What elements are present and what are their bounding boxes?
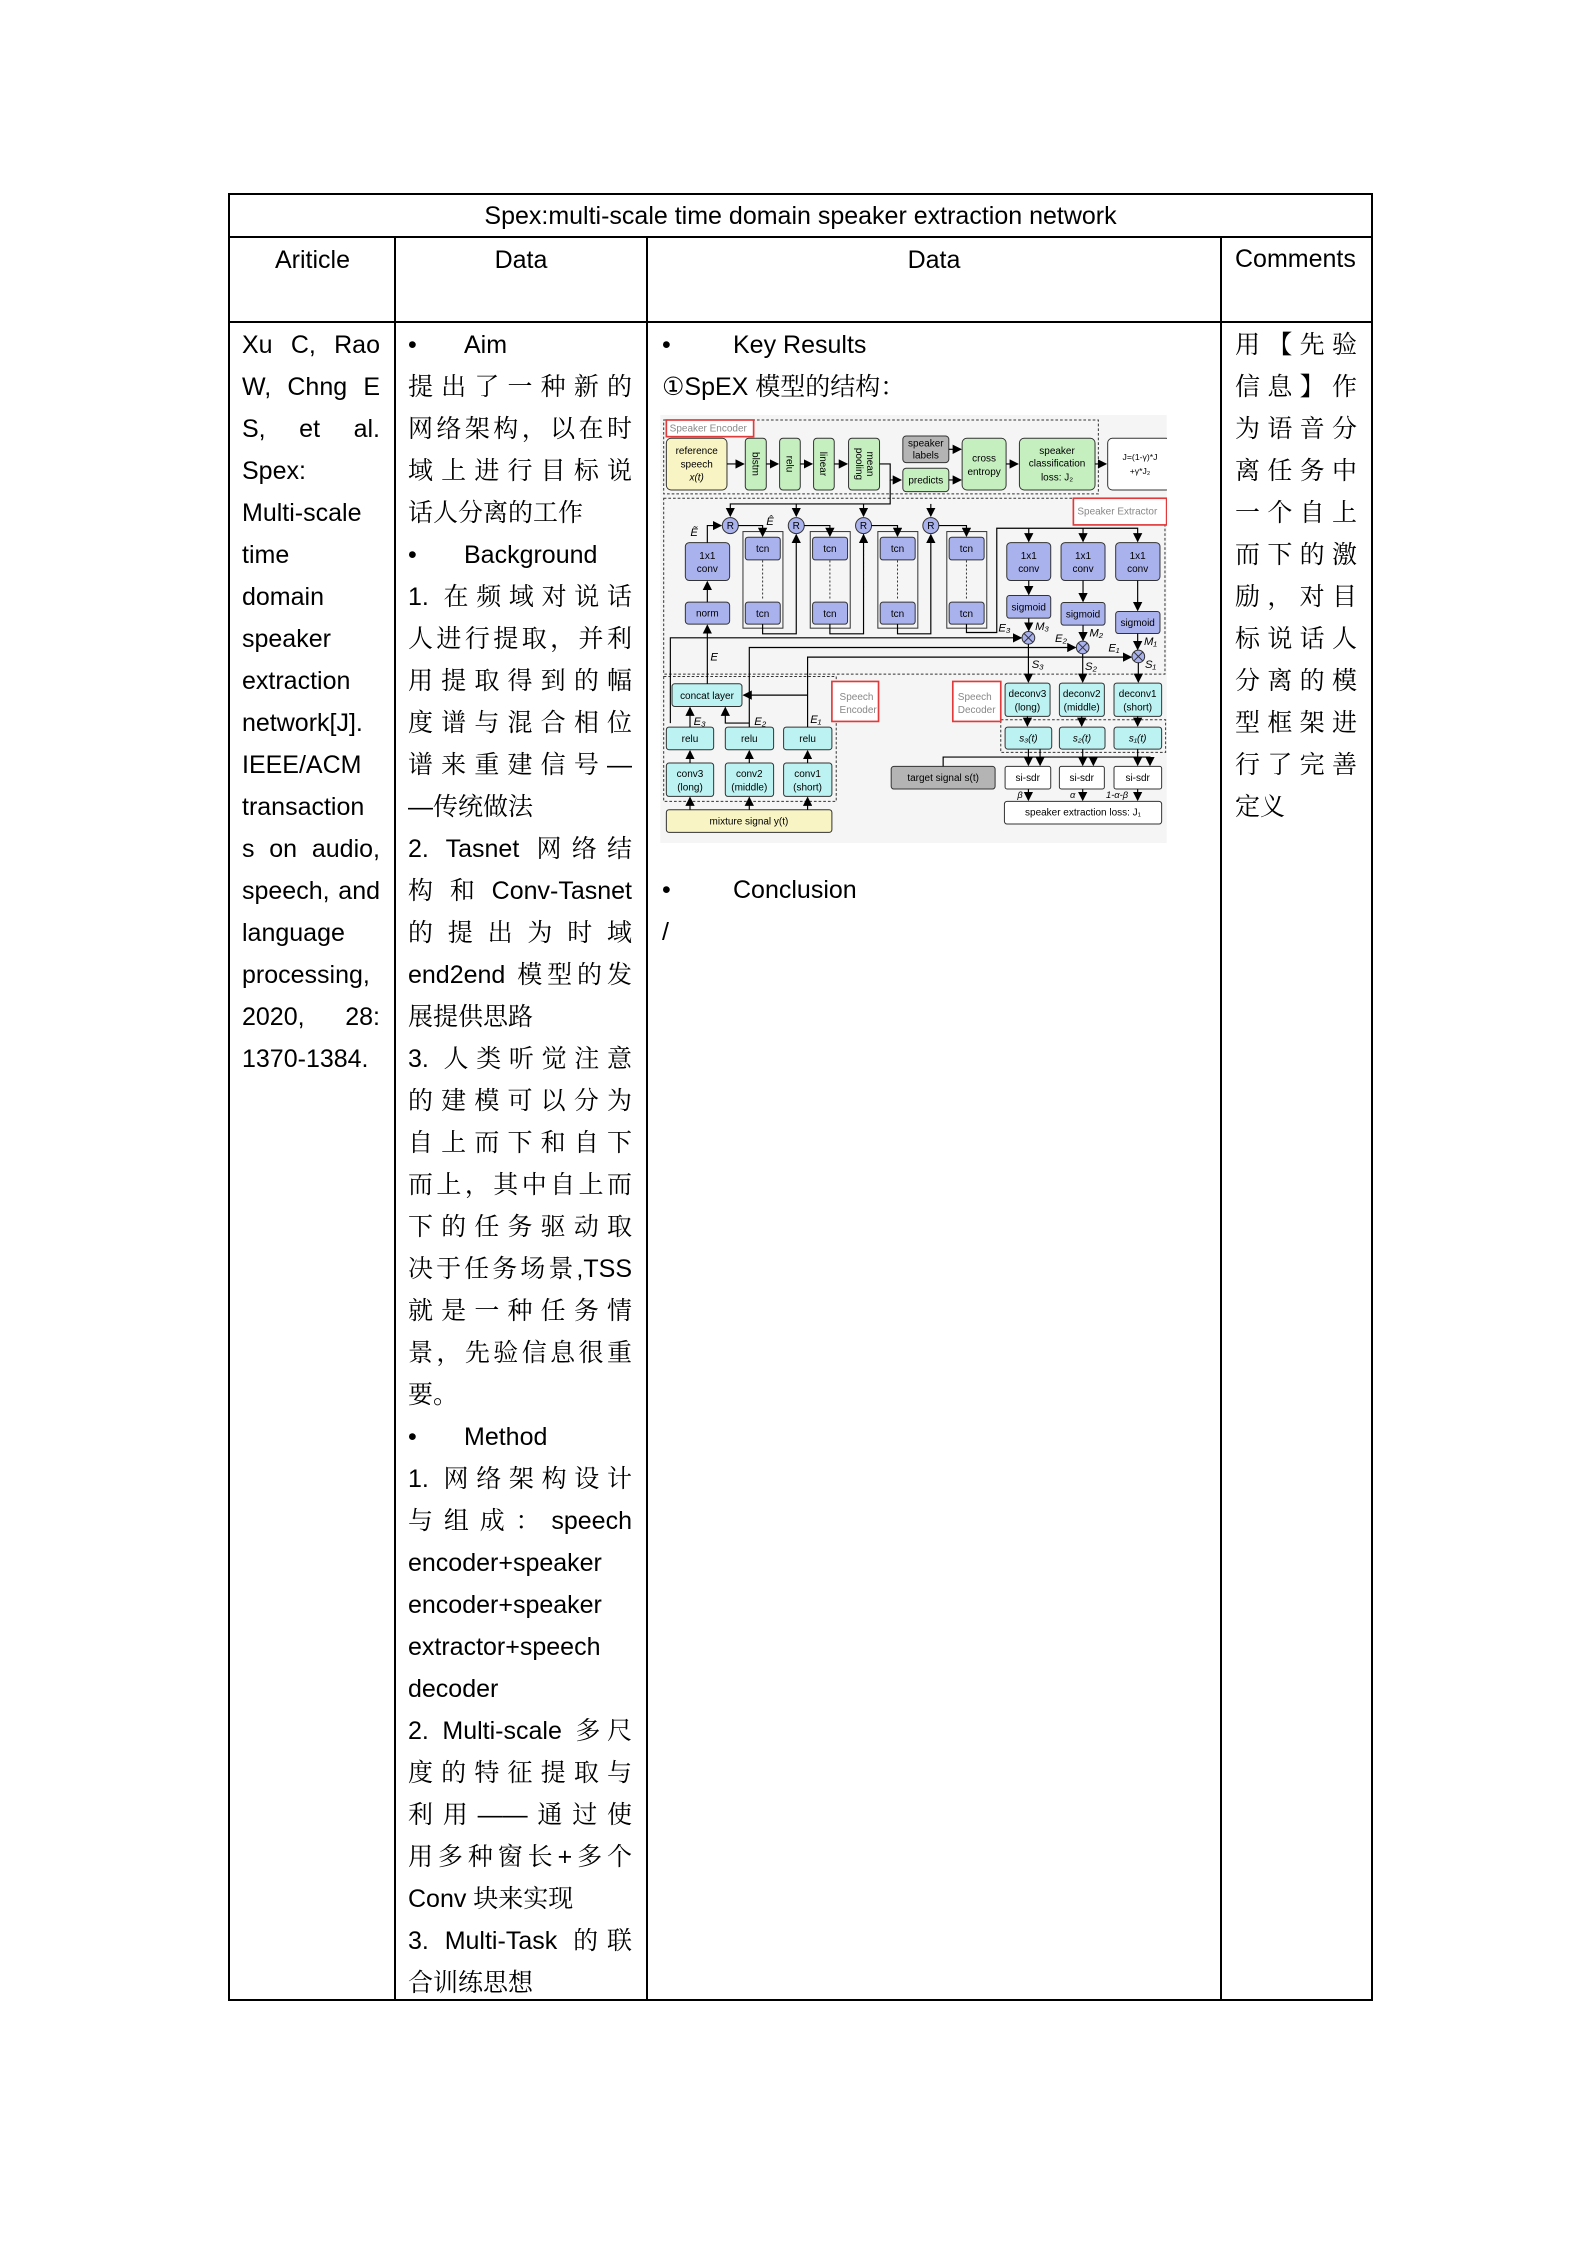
reference-speech-box <box>666 438 727 490</box>
paragraph-line: 就是一种任务情 <box>408 1297 632 1325</box>
svg-text:Speech: Speech <box>957 691 992 703</box>
table-title: Spex:multi-scale time domain speaker extraction network <box>484 202 1117 230</box>
si-sdr-boxes <box>1005 766 1162 789</box>
comment-line: 而下的激 <box>1235 541 1357 569</box>
mean-pooling-box <box>849 438 880 490</box>
paragraph-line: 2. Tasnet 网络结 <box>408 835 632 863</box>
svg-text:conv: conv <box>1018 564 1040 576</box>
linear-box <box>814 438 835 490</box>
svg-text:M₃: M₃ <box>1035 620 1049 633</box>
paragraph-line: encoder+speaker <box>408 1549 602 1577</box>
paragraph-line: 要。 <box>408 1381 459 1409</box>
article-citation-line: Multi-scale <box>242 499 362 527</box>
comment-line: 一个自上 <box>1235 499 1357 527</box>
svg-text:conv: conv <box>1127 564 1149 576</box>
paragraph-line: 合训练思想 <box>408 1969 534 1997</box>
svg-text:pooling: pooling <box>853 447 865 481</box>
svg-text:R: R <box>859 520 868 532</box>
svg-text:Speech: Speech <box>839 691 874 703</box>
svg-text:E₁: E₁ <box>1108 642 1120 655</box>
relu-box <box>780 438 801 490</box>
table-border-right <box>1371 193 1373 2001</box>
paragraph-line: 展提供思路 <box>408 1003 534 1031</box>
svg-text:sigmoid: sigmoid <box>1065 609 1101 621</box>
comment-line: 为语音分 <box>1235 415 1357 443</box>
paragraph-line: 与 组 成 ： speech <box>408 1507 632 1535</box>
section-heading-aim <box>408 324 632 366</box>
paragraph-line: 人进行提取，并利 <box>408 625 632 653</box>
svg-text:M₂: M₂ <box>1089 627 1104 640</box>
article-citation-line: extraction <box>242 667 351 695</box>
table-border-top <box>228 193 1373 195</box>
paragraph-line: 用提取得到的幅 <box>408 667 632 695</box>
heading-text: Method <box>464 1423 548 1451</box>
conv-boxes <box>666 763 832 796</box>
article-citation-line: speech, and <box>242 877 380 905</box>
svg-text:conv2: conv2 <box>735 769 763 781</box>
svg-text:α: α <box>1070 790 1076 801</box>
svg-text:Decoder: Decoder <box>957 705 996 717</box>
svg-text:+γ*J₂: +γ*J₂ <box>1129 465 1151 476</box>
paragraph-line: 自上而下和自下 <box>408 1129 632 1157</box>
paragraph-line: 提出了一种新的 <box>408 373 632 401</box>
header-data-1: Data <box>494 246 548 274</box>
figure-caption: ①SpEX 模型的结构： <box>662 373 906 401</box>
svg-text:reference: reference <box>675 445 718 457</box>
paragraph-line: 谱来重建信号— <box>408 751 632 779</box>
svg-text:s₂(t): s₂(t) <box>1072 733 1092 745</box>
svg-text:conv: conv <box>696 564 718 576</box>
mixture-signal-box <box>666 810 832 833</box>
article-citation-line: S, et al. <box>242 415 380 443</box>
col-divider-1 <box>394 236 396 2001</box>
svg-text:speaker: speaker <box>1039 445 1075 457</box>
svg-text:deconv1: deconv1 <box>1118 689 1157 701</box>
paragraph-line: 1. 网络架构设计 <box>408 1465 632 1493</box>
svg-text:norm: norm <box>695 608 719 620</box>
table-border-left <box>228 193 230 2001</box>
svg-text:linear: linear <box>817 451 829 477</box>
svg-text:conv3: conv3 <box>676 769 704 781</box>
article-citation-line: Spex: <box>242 457 306 485</box>
svg-text:sigmoid: sigmoid <box>1120 617 1155 629</box>
svg-text:conv: conv <box>1072 564 1094 576</box>
paragraph-line: 决于任务场景,TSS <box>408 1255 632 1283</box>
article-citation-line: 2020, 28: <box>242 1003 380 1031</box>
speaker-labels-box <box>903 436 949 463</box>
svg-text:1x1: 1x1 <box>699 550 716 562</box>
svg-text:concat layer: concat layer <box>680 690 734 702</box>
paragraph-line: end2end 模型的发 <box>408 961 632 989</box>
comment-line: 信息】作 <box>1235 373 1357 401</box>
conclusion-heading <box>662 869 1202 911</box>
svg-text:R: R <box>726 520 734 532</box>
paragraph-line: 度谱与混合相位 <box>408 709 632 737</box>
relu-boxes <box>666 727 832 750</box>
predicts-box <box>903 468 949 491</box>
svg-text:speech: speech <box>680 459 713 471</box>
comment-line: 行了完善 <box>1235 751 1357 779</box>
section-heading-method <box>408 1416 632 1458</box>
comment-line: 离任务中 <box>1235 457 1357 485</box>
article-citation-line: language <box>242 919 345 947</box>
norm-box <box>685 602 729 624</box>
article-citation-line: speaker <box>242 625 331 653</box>
svg-text:speaker: speaker <box>908 438 944 450</box>
comments-column <box>1235 324 1357 828</box>
svg-text:entropy: entropy <box>967 466 1001 478</box>
svg-text:S₂: S₂ <box>1085 660 1097 673</box>
paragraph-line: 用多种窗长+多个 <box>408 1843 632 1871</box>
blstm-box <box>745 438 766 490</box>
svg-text:cross: cross <box>972 453 997 465</box>
paragraph-line: 3. Multi-Task 的联 <box>408 1927 632 1955</box>
svg-text:target signal s(t): target signal s(t) <box>907 773 979 785</box>
table-border-header <box>228 236 1373 238</box>
mask-branch-3 <box>1007 543 1051 619</box>
paragraph-line: 构 和 Conv-Tasnet <box>408 877 632 905</box>
paragraph-line: 的建模可以分为 <box>408 1087 632 1115</box>
svg-text:Encoder: Encoder <box>839 705 877 717</box>
svg-text:Speaker Encoder: Speaker Encoder <box>669 423 747 435</box>
svg-text:si-sdr: si-sdr <box>1125 773 1150 785</box>
svg-text:tcn: tcn <box>959 608 974 620</box>
header-data-2: Data <box>907 246 961 274</box>
svg-text:loss: J₂: loss: J₂ <box>1040 472 1074 484</box>
section-heading-background <box>408 534 632 576</box>
col-divider-3 <box>1220 236 1222 2001</box>
paragraph-line: 利用——通过使 <box>408 1801 632 1829</box>
speaker-encoder-label <box>666 420 753 437</box>
svg-text:classification: classification <box>1028 458 1086 470</box>
comment-line: 型框架进 <box>1235 709 1357 737</box>
article-citation-line: domain <box>242 583 324 611</box>
article-citation-line: W, Chng E <box>242 373 380 401</box>
svg-text:M₁: M₁ <box>1143 635 1157 648</box>
svg-text:s₃(t): s₃(t) <box>1019 733 1038 745</box>
paragraph-line: 3. 人类听觉注意 <box>408 1045 632 1073</box>
article-citation-line: s on audio, <box>242 835 380 863</box>
svg-text:predicts: predicts <box>908 475 944 487</box>
paragraph-line: —传统做法 <box>408 793 534 821</box>
svg-text:(long): (long) <box>1014 702 1041 714</box>
svg-text:tcn: tcn <box>959 544 974 556</box>
article-citation-line: Xu C, Rao <box>242 331 380 359</box>
svg-text:1x1: 1x1 <box>1074 550 1092 562</box>
svg-text:si-sdr: si-sdr <box>1069 773 1094 785</box>
svg-text:Ê: Ê <box>766 515 774 528</box>
svg-text:E₁: E₁ <box>810 714 822 727</box>
total-loss-box <box>1108 438 1167 490</box>
svg-text:tcn: tcn <box>823 608 837 620</box>
heading-text: Background <box>464 541 598 569</box>
svg-text:β: β <box>1017 790 1023 801</box>
svg-text:tcn: tcn <box>890 608 905 620</box>
svg-text:S₁: S₁ <box>1144 659 1157 672</box>
svg-text:(short): (short) <box>793 782 823 794</box>
svg-text:(long): (long) <box>677 782 703 794</box>
svg-text:tcn: tcn <box>755 608 770 620</box>
comment-line: 标说话人 <box>1235 625 1357 653</box>
header-article: Ariticle <box>274 246 350 274</box>
svg-text:relu: relu <box>740 734 758 746</box>
svg-text:1-α-β: 1-α-β <box>1106 790 1129 801</box>
svg-text:E₂: E₂ <box>754 715 767 728</box>
svg-text:(middle): (middle) <box>1063 702 1100 714</box>
svg-text:labels: labels <box>912 450 939 462</box>
speech-decoder-label <box>953 681 1001 721</box>
article-citation-line: transaction <box>242 793 365 821</box>
svg-text:Ẽ: Ẽ <box>690 526 698 539</box>
svg-text:Speaker Extractor: Speaker Extractor <box>1077 506 1158 518</box>
paragraph-line: 1. 在频域对说话 <box>408 583 632 611</box>
svg-text:mean: mean <box>863 451 875 477</box>
svg-text:tcn: tcn <box>755 544 770 556</box>
article-citation-line: IEEE/ACM <box>242 751 362 779</box>
header-comments: Comments <box>1235 245 1356 273</box>
comment-line: 用【先验 <box>1235 331 1357 359</box>
svg-text:s₁(t): s₁(t) <box>1128 733 1147 745</box>
svg-text:E₃: E₃ <box>998 622 1011 635</box>
svg-text:E: E <box>710 651 718 664</box>
data-column <box>408 324 632 2004</box>
target-signal-box <box>891 766 995 789</box>
speaker-extractor-label <box>1073 498 1166 525</box>
svg-text:tcn: tcn <box>890 544 905 556</box>
paragraph-line: Conv 块来实现 <box>408 1885 574 1913</box>
svg-text:E₂: E₂ <box>1055 633 1067 646</box>
svg-text:relu: relu <box>799 734 816 746</box>
svg-text:S₃: S₃ <box>1031 659 1044 672</box>
classification-loss-box <box>1019 438 1095 490</box>
svg-text:si-sdr: si-sdr <box>1015 773 1040 785</box>
svg-text:x(t): x(t) <box>689 472 704 484</box>
svg-text:1x1: 1x1 <box>1020 550 1037 562</box>
article-citation-line: processing, <box>242 961 370 989</box>
bullet-icon: • <box>408 1423 417 1451</box>
svg-text:mixture signal y(t): mixture signal y(t) <box>709 816 789 828</box>
conv1x1-box <box>685 543 729 581</box>
col-divider-2 <box>646 236 648 2001</box>
paragraph-line: 下的任务驱动取 <box>408 1213 632 1241</box>
paragraph-line: 2. Multi-scale 多尺 <box>408 1717 632 1745</box>
deconv-boxes <box>1005 683 1162 716</box>
table-border-bottom <box>228 1999 1373 2001</box>
svg-text:R: R <box>792 520 800 532</box>
paragraph-line: extractor+speech <box>408 1633 601 1661</box>
bullet-icon: • <box>408 331 417 359</box>
comment-line: 分离的模 <box>1235 667 1357 695</box>
article-citation-line: time <box>242 541 290 569</box>
bullet-icon: • <box>662 331 671 359</box>
svg-text:conv1: conv1 <box>794 769 821 781</box>
svg-text:1x1: 1x1 <box>1129 550 1146 562</box>
bullet-icon: • <box>408 541 417 569</box>
heading-text: Key Results <box>733 331 867 359</box>
svg-text:relu: relu <box>783 455 795 473</box>
article-citation-line: 1370-1384. <box>242 1045 369 1073</box>
key-results-section <box>662 324 1202 408</box>
comment-line: 励，对目 <box>1235 583 1357 611</box>
svg-text:sigmoid: sigmoid <box>1011 602 1046 614</box>
svg-text:blstm: blstm <box>749 452 761 476</box>
paragraph-line: 景，先验信息很重 <box>408 1339 632 1367</box>
conclusion-text: / <box>662 918 669 946</box>
concat-layer-box <box>672 684 742 707</box>
svg-text:(middle): (middle) <box>731 782 768 794</box>
svg-text:speaker extraction loss: J₁: speaker extraction loss: J₁ <box>1025 807 1142 819</box>
conclusion-section <box>662 869 1202 953</box>
svg-text:J=(1-γ)*J: J=(1-γ)*J <box>1122 451 1158 462</box>
paragraph-line: 而上，其中自上而 <box>408 1171 632 1199</box>
heading-text: Conclusion <box>733 876 857 904</box>
key-results-heading <box>662 324 1202 366</box>
svg-text:E₃: E₃ <box>693 715 706 728</box>
svg-text:tcn: tcn <box>823 544 837 556</box>
comment-line: 定义 <box>1235 793 1286 821</box>
extraction-loss-box <box>1004 801 1161 824</box>
svg-text:relu: relu <box>681 734 699 746</box>
article-citation-line: network[J]. <box>242 709 363 737</box>
output-signal-boxes <box>1005 727 1162 749</box>
paragraph-line: 话人分离的工作 <box>408 499 584 527</box>
svg-text:deconv3: deconv3 <box>1008 689 1047 701</box>
paragraph-line: 度的特征提取与 <box>408 1759 632 1787</box>
svg-text:R: R <box>927 520 935 532</box>
article-column <box>242 324 380 1080</box>
paragraph-line: 的 提 出 为 时 域 <box>408 919 632 947</box>
heading-text: Aim <box>464 331 508 359</box>
cross-entropy-box <box>962 438 1006 490</box>
bullet-icon: • <box>662 876 671 904</box>
speech-encoder-label <box>832 681 879 721</box>
paragraph-line: decoder <box>408 1675 499 1703</box>
spex-architecture-figure <box>660 410 1167 843</box>
paragraph-line: encoder+speaker <box>408 1591 602 1619</box>
svg-text:(short): (short) <box>1123 702 1153 714</box>
svg-text:deconv2: deconv2 <box>1062 689 1101 701</box>
paragraph-line: 网络架构，以在时 <box>408 415 632 443</box>
table-border-subheader <box>228 321 1373 323</box>
paragraph-line: 域上进行目标说 <box>408 457 632 485</box>
